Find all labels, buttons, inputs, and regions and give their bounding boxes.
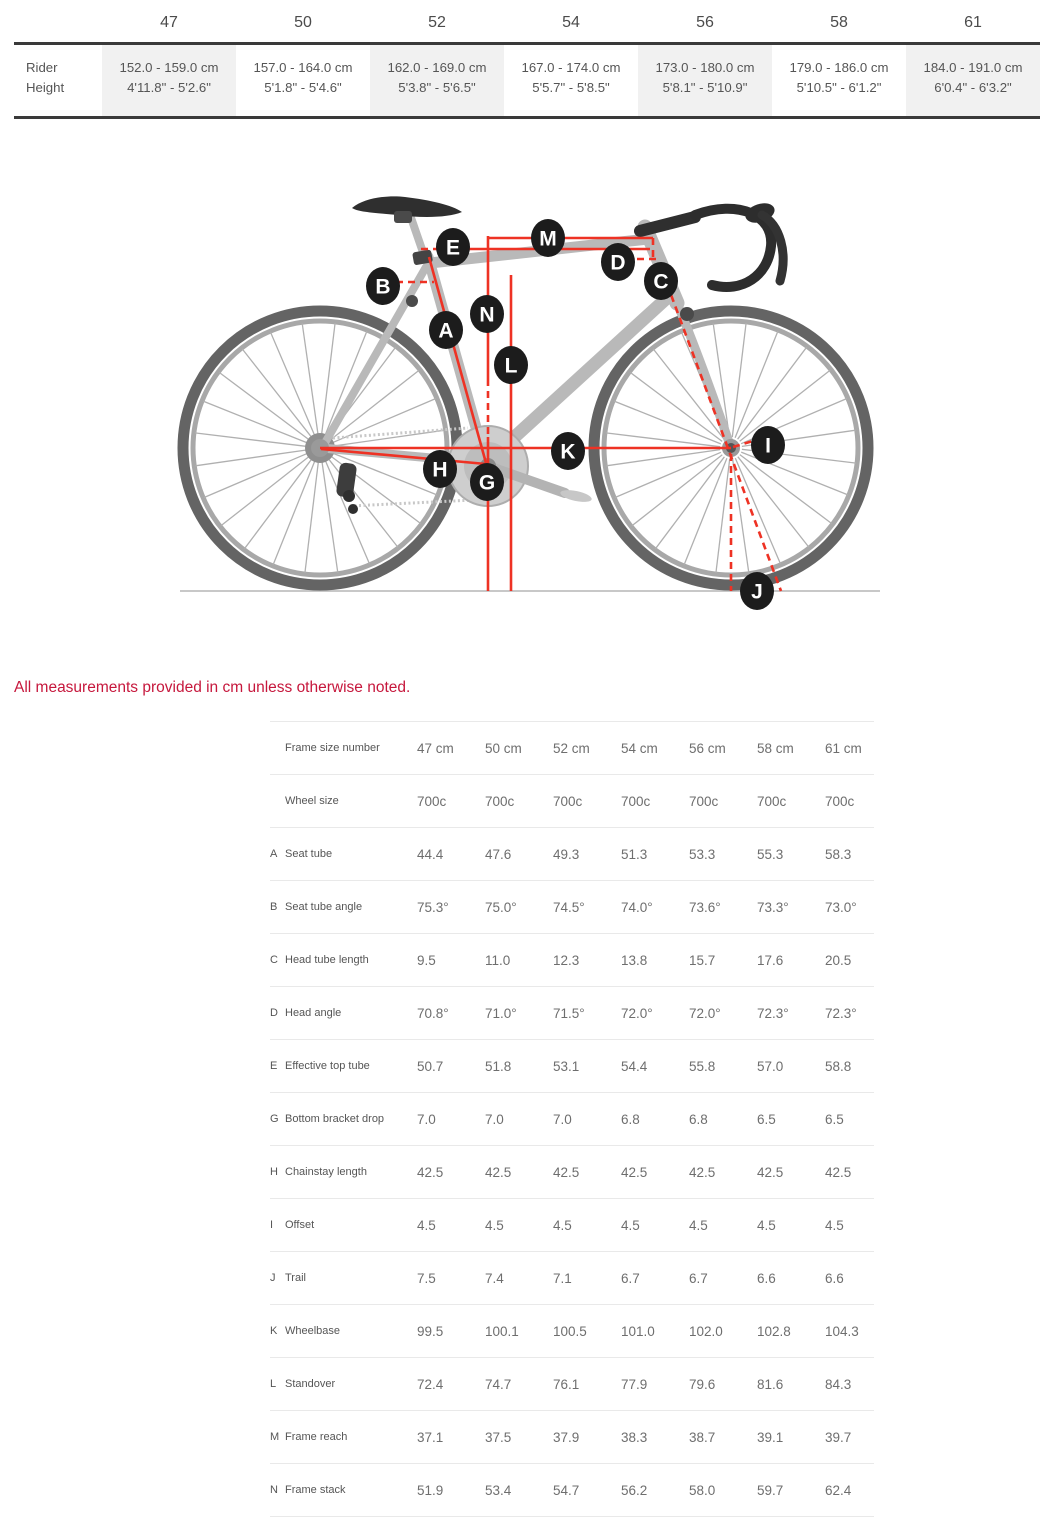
geo-row-frame-size-number bbox=[270, 721, 874, 774]
geo-value: 52 cm bbox=[553, 740, 590, 756]
svg-text:B: B bbox=[375, 275, 391, 299]
geo-value: 51.9 bbox=[417, 1482, 444, 1498]
spoke bbox=[606, 450, 720, 466]
spoke bbox=[204, 452, 310, 497]
geo-value: 99.5 bbox=[417, 1323, 444, 1339]
geo-value: 700c bbox=[757, 793, 787, 809]
marker-M bbox=[531, 219, 565, 257]
geo-row-head-angle bbox=[270, 986, 874, 1039]
rider-height-cell-47: 152.0 - 159.0 cm 4'11.8" - 5'2.6" bbox=[102, 45, 236, 116]
geo-value: 6.5 bbox=[825, 1111, 844, 1127]
spoke bbox=[632, 455, 722, 526]
geo-value: 42.5 bbox=[757, 1164, 784, 1180]
marker-E bbox=[436, 228, 470, 266]
geo-row-bottom-bracket-drop bbox=[270, 1092, 874, 1145]
geo-value: 100.5 bbox=[553, 1323, 587, 1339]
geo-value: 39.1 bbox=[757, 1429, 784, 1445]
geo-value: 62.4 bbox=[825, 1482, 852, 1498]
geo-value: 102.8 bbox=[757, 1323, 791, 1339]
geo-value: 6.7 bbox=[621, 1270, 640, 1286]
geo-label: Seat tube angle bbox=[285, 901, 363, 913]
rear-derailleur bbox=[336, 462, 358, 514]
geo-value: 101.0 bbox=[621, 1323, 655, 1339]
geo-value: 47 cm bbox=[417, 740, 454, 756]
svg-text:D: D bbox=[610, 251, 626, 275]
geo-value: 4.5 bbox=[553, 1217, 572, 1233]
geo-value: 12.3 bbox=[553, 952, 580, 968]
geo-label: Standover bbox=[285, 1378, 336, 1390]
geo-value: 49.3 bbox=[553, 846, 580, 862]
geo-value: 72.0° bbox=[621, 1005, 653, 1021]
geo-value: 73.3° bbox=[757, 899, 789, 915]
geo-row-standover bbox=[270, 1357, 874, 1410]
spoke bbox=[271, 332, 316, 438]
svg-text:H: H bbox=[432, 458, 448, 482]
geo-value: 4.5 bbox=[621, 1217, 640, 1233]
chain-bottom bbox=[350, 500, 474, 506]
geo-value: 84.3 bbox=[825, 1376, 852, 1392]
geo-value: 53.3 bbox=[689, 846, 716, 862]
geo-value: 4.5 bbox=[417, 1217, 436, 1233]
geo-value: 11.0 bbox=[485, 952, 511, 968]
spoke bbox=[273, 458, 316, 565]
spoke bbox=[738, 347, 807, 439]
geo-value: 47.6 bbox=[485, 846, 512, 862]
spoke bbox=[302, 323, 318, 437]
geo-label: Effective top tube bbox=[285, 1060, 370, 1072]
geo-value: 58.8 bbox=[825, 1058, 852, 1074]
geo-value: 55.8 bbox=[689, 1058, 716, 1074]
geo-label: Seat tube bbox=[285, 848, 333, 860]
geo-value: 6.8 bbox=[621, 1111, 640, 1127]
geo-letter: B bbox=[270, 901, 278, 913]
geo-value: 7.0 bbox=[417, 1111, 436, 1127]
geo-value: 71.5° bbox=[553, 1005, 585, 1021]
geo-label: Frame reach bbox=[285, 1431, 348, 1443]
bike-diagram-svg bbox=[0, 151, 1054, 651]
geo-value: 73.6° bbox=[689, 899, 721, 915]
geo-value: 44.4 bbox=[417, 846, 444, 862]
rider-height-cell-58: 179.0 - 186.0 cm 5'10.5" - 6'1.2" bbox=[789, 60, 889, 95]
svg-text:L: L bbox=[504, 354, 518, 378]
svg-text:N: N bbox=[479, 303, 495, 327]
geo-letter: D bbox=[270, 1007, 278, 1019]
svg-text:K: K bbox=[560, 440, 576, 464]
geo-value: 7.1 bbox=[553, 1270, 572, 1286]
rider-height-cell-50: 157.0 - 164.0 cm 5'1.8" - 5'4.6" bbox=[253, 60, 353, 95]
geo-value: 7.0 bbox=[485, 1111, 504, 1127]
spoke bbox=[732, 323, 746, 437]
geo-value: 72.3° bbox=[825, 1005, 857, 1021]
marker-L bbox=[494, 346, 528, 384]
rider-label-line2: Height bbox=[26, 80, 65, 95]
geo-value: 4.5 bbox=[825, 1217, 844, 1233]
marker-A bbox=[429, 311, 463, 349]
rider-height-label bbox=[14, 45, 102, 116]
geo-value: 15.7 bbox=[689, 952, 716, 968]
geo-value: 72.4 bbox=[417, 1376, 444, 1392]
geo-value: 700c bbox=[417, 793, 447, 809]
rider-height-row bbox=[14, 42, 1040, 119]
marker-D bbox=[601, 243, 635, 281]
geo-value: 42.5 bbox=[553, 1164, 580, 1180]
svg-text:I: I bbox=[765, 434, 771, 458]
geo-value: 74.7 bbox=[485, 1376, 512, 1392]
marker-G bbox=[470, 463, 504, 501]
spoke bbox=[195, 450, 309, 466]
spoke bbox=[244, 457, 313, 549]
geo-letter: G bbox=[270, 1113, 279, 1125]
geometry-table bbox=[270, 721, 874, 1517]
geo-label: Head tube length bbox=[285, 954, 369, 966]
geo-value: 7.5 bbox=[417, 1270, 436, 1286]
geo-value: 39.7 bbox=[825, 1429, 852, 1445]
geo-value: 75.3° bbox=[417, 899, 449, 915]
geo-label: Head angle bbox=[285, 1007, 342, 1019]
geo-value: 71.0° bbox=[485, 1005, 517, 1021]
geo-value: 50 cm bbox=[485, 740, 522, 756]
geo-value: 51.3 bbox=[621, 846, 648, 862]
geo-value: 37.5 bbox=[485, 1429, 512, 1445]
spoke bbox=[615, 452, 721, 497]
saddle bbox=[352, 196, 462, 223]
geo-value: 37.9 bbox=[553, 1429, 580, 1445]
marker-K bbox=[551, 432, 585, 470]
geo-value: 72.0° bbox=[689, 1005, 721, 1021]
geo-letter: I bbox=[270, 1219, 274, 1231]
spoke bbox=[221, 455, 311, 526]
geo-value: 42.5 bbox=[417, 1164, 444, 1180]
geo-value: 6.8 bbox=[689, 1111, 708, 1127]
geo-value: 51.8 bbox=[485, 1058, 512, 1074]
spoke bbox=[735, 331, 778, 438]
size-column-header-61: 61 bbox=[964, 14, 982, 31]
rider-height-cell-56: 173.0 - 180.0 cm 5'8.1" - 5'10.9" bbox=[638, 45, 772, 116]
geo-value: 9.5 bbox=[417, 952, 436, 968]
spoke bbox=[716, 459, 730, 573]
spoke bbox=[203, 401, 310, 444]
spoke bbox=[327, 457, 398, 547]
svg-text:J: J bbox=[751, 580, 763, 604]
geo-value: 56.2 bbox=[621, 1482, 648, 1498]
spoke bbox=[219, 372, 311, 441]
geo-value: 4.5 bbox=[757, 1217, 776, 1233]
stem bbox=[640, 217, 695, 231]
geo-label: Frame size number bbox=[285, 742, 380, 754]
measurements-note: All measurements provided in cm unless otherwise noted. bbox=[14, 679, 411, 696]
geo-value: 75.0° bbox=[485, 899, 517, 915]
geo-letter: L bbox=[270, 1378, 277, 1390]
geo-value: 700c bbox=[825, 793, 855, 809]
rider-height-cell-52: 162.0 - 169.0 cm 5'3.8" - 5'6.5" bbox=[370, 45, 504, 116]
geo-value: 57.0 bbox=[757, 1058, 784, 1074]
rear-brake bbox=[406, 295, 418, 307]
geo-letter: E bbox=[270, 1060, 278, 1072]
marker-B bbox=[366, 267, 400, 305]
marker-N bbox=[470, 295, 504, 333]
geo-value: 6.5 bbox=[757, 1111, 776, 1127]
geo-value: 42.5 bbox=[825, 1164, 852, 1180]
geo-label: Wheel size bbox=[285, 795, 339, 807]
spoke bbox=[195, 433, 309, 447]
svg-text:A: A bbox=[438, 319, 454, 343]
svg-text:E: E bbox=[445, 236, 461, 260]
geo-value: 6.6 bbox=[757, 1270, 776, 1286]
geo-value: 77.9 bbox=[621, 1376, 648, 1392]
size-column-header-52: 52 bbox=[428, 14, 446, 31]
geo-value: 58 cm bbox=[757, 740, 794, 756]
geo-value: 76.1 bbox=[553, 1376, 580, 1392]
marker-C bbox=[644, 262, 678, 300]
geo-value: 7.4 bbox=[485, 1270, 504, 1286]
spoke bbox=[321, 323, 335, 437]
geo-value: 54.4 bbox=[621, 1058, 648, 1074]
geo-value: 20.5 bbox=[825, 952, 852, 968]
geo-value: 58.0 bbox=[689, 1482, 716, 1498]
geo-value: 54 cm bbox=[621, 740, 658, 756]
spoke bbox=[614, 401, 721, 444]
geo-value: 81.6 bbox=[757, 1376, 784, 1392]
geo-value: 79.6 bbox=[689, 1376, 716, 1392]
size-column-header-47: 47 bbox=[160, 14, 178, 31]
geo-value: 700c bbox=[689, 793, 719, 809]
geo-value: 102.0 bbox=[689, 1323, 723, 1339]
size-column-header-54: 54 bbox=[562, 14, 580, 31]
geo-value: 42.5 bbox=[621, 1164, 648, 1180]
geo-row-seat-tube bbox=[270, 827, 874, 880]
rider-height-cell-61: 184.0 - 191.0 cm 6'0.4" - 6'3.2" bbox=[906, 45, 1040, 116]
spoke bbox=[322, 459, 338, 573]
geo-letter: H bbox=[270, 1166, 278, 1178]
geo-value: 50.7 bbox=[417, 1058, 444, 1074]
geo-value: 53.1 bbox=[553, 1058, 580, 1074]
geo-value: 104.3 bbox=[825, 1323, 859, 1339]
geo-value: 53.4 bbox=[485, 1482, 512, 1498]
size-column-header-58: 58 bbox=[830, 14, 848, 31]
geo-value: 56 cm bbox=[689, 740, 726, 756]
geo-letter: C bbox=[270, 954, 278, 966]
geo-row-chainstay-length bbox=[270, 1145, 874, 1198]
geo-row-offset bbox=[270, 1198, 874, 1251]
svg-text:M: M bbox=[539, 227, 557, 251]
geo-value: 74.5° bbox=[553, 899, 585, 915]
geo-row-wheelbase bbox=[270, 1304, 874, 1357]
geo-value: 70.8° bbox=[417, 1005, 449, 1021]
spoke bbox=[740, 455, 832, 524]
front-brake bbox=[680, 307, 694, 321]
geo-value: 38.3 bbox=[621, 1429, 648, 1445]
geo-value: 17.6 bbox=[757, 952, 784, 968]
spoke bbox=[735, 458, 780, 564]
geo-row-frame-stack bbox=[270, 1463, 874, 1517]
spoke bbox=[655, 457, 724, 549]
spoke bbox=[684, 458, 727, 565]
geo-letter: K bbox=[270, 1325, 278, 1337]
geo-value: 4.5 bbox=[689, 1217, 708, 1233]
geo-row-wheel-size bbox=[270, 774, 874, 827]
geo-value: 37.1 bbox=[417, 1429, 444, 1445]
size-header-corner bbox=[14, 0, 102, 42]
bike-geometry-diagram bbox=[0, 151, 1054, 651]
geo-value: 13.8 bbox=[621, 952, 648, 968]
rider-label-line1: Rider bbox=[26, 60, 58, 75]
geo-row-frame-reach bbox=[270, 1410, 874, 1463]
size-column-header-56: 56 bbox=[696, 14, 714, 31]
svg-text:C: C bbox=[653, 270, 669, 294]
spoke bbox=[242, 349, 313, 439]
marker-J bbox=[740, 572, 774, 610]
geo-value: 73.0° bbox=[825, 899, 857, 915]
geo-label: Wheelbase bbox=[285, 1325, 341, 1337]
geo-label: Trail bbox=[285, 1272, 306, 1284]
geo-letter: J bbox=[270, 1272, 276, 1284]
geo-row-head-tube-length bbox=[270, 933, 874, 986]
geo-value: 6.6 bbox=[825, 1270, 844, 1286]
geo-value: 38.7 bbox=[689, 1429, 716, 1445]
geo-letter: M bbox=[270, 1431, 280, 1443]
geo-row-effective-top-tube bbox=[270, 1039, 874, 1092]
geo-value: 6.7 bbox=[689, 1270, 708, 1286]
marker-H bbox=[423, 450, 457, 488]
geo-row-seat-tube-angle bbox=[270, 880, 874, 933]
geo-value: 74.0° bbox=[621, 899, 653, 915]
spoke bbox=[305, 459, 319, 573]
geo-value: 61 cm bbox=[825, 740, 862, 756]
geo-value: 100.1 bbox=[485, 1323, 519, 1339]
geo-value: 58.3 bbox=[825, 846, 852, 862]
geo-value: 42.5 bbox=[689, 1164, 716, 1180]
geo-value: 72.3° bbox=[757, 1005, 789, 1021]
geo-value: 700c bbox=[485, 793, 515, 809]
geo-value: 700c bbox=[553, 793, 583, 809]
geo-value: 54.7 bbox=[553, 1482, 580, 1498]
geo-label: Chainstay length bbox=[285, 1166, 367, 1178]
marker-I bbox=[751, 426, 785, 464]
geo-value: 55.3 bbox=[757, 846, 784, 862]
svg-text:G: G bbox=[478, 471, 496, 495]
rider-height-table bbox=[14, 0, 1040, 119]
spoke bbox=[606, 433, 720, 447]
geo-value: 59.7 bbox=[757, 1482, 784, 1498]
size-column-header-50: 50 bbox=[294, 14, 312, 31]
geo-value: 42.5 bbox=[485, 1164, 512, 1180]
geo-row-trail bbox=[270, 1251, 874, 1304]
size-header-row bbox=[14, 0, 1040, 42]
geo-value: 7.0 bbox=[553, 1111, 572, 1127]
geo-letter: A bbox=[270, 848, 278, 860]
geo-value: 4.5 bbox=[485, 1217, 504, 1233]
spoke bbox=[733, 459, 749, 573]
geo-label: Frame stack bbox=[285, 1484, 346, 1496]
geo-letter: N bbox=[270, 1484, 278, 1496]
geo-value: 700c bbox=[621, 793, 651, 809]
rider-height-cell-54: 167.0 - 174.0 cm 5'5.7" - 5'8.5" bbox=[521, 60, 621, 95]
geo-label: Bottom bracket drop bbox=[285, 1113, 385, 1125]
spoke bbox=[740, 370, 830, 441]
geo-label: Offset bbox=[285, 1219, 315, 1231]
